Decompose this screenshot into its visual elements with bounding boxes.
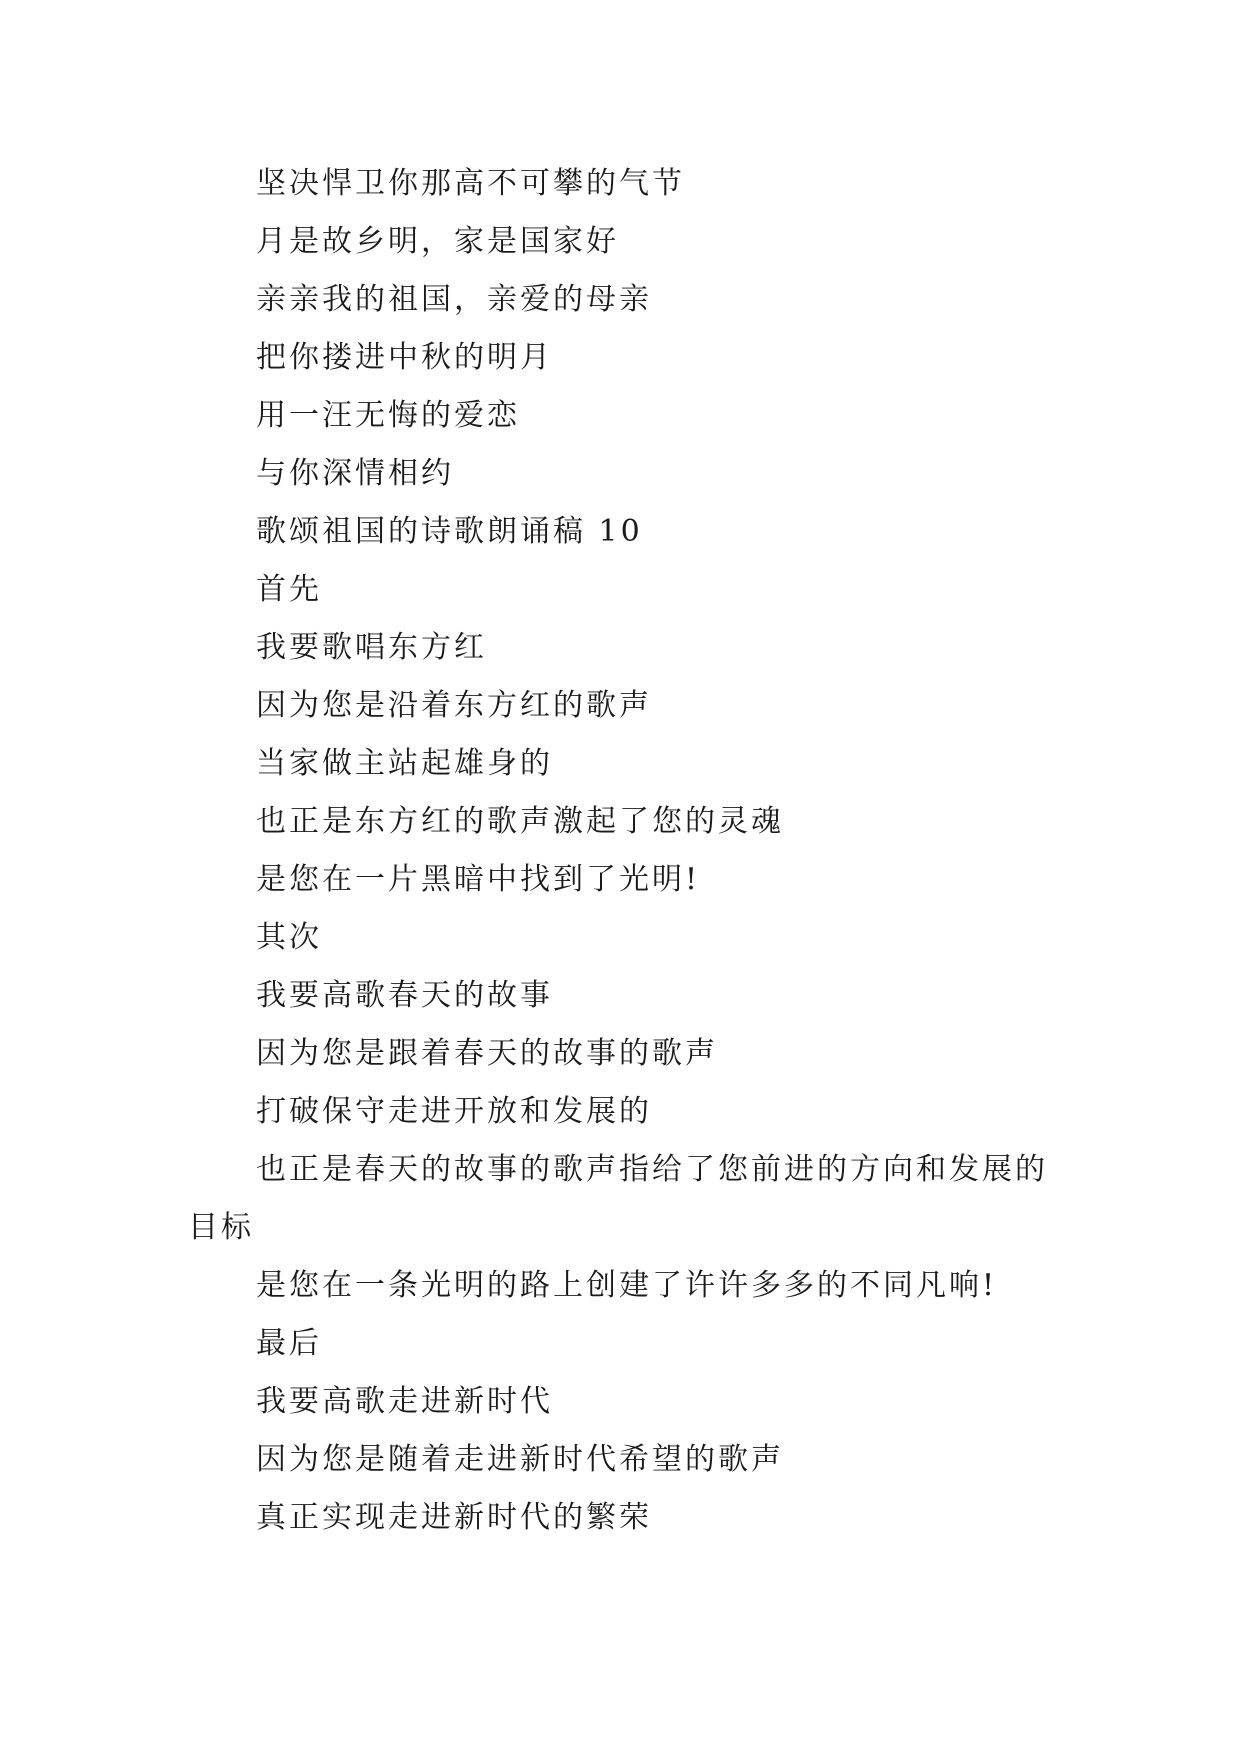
poem-line: 因为您是沿着东方红的歌声 xyxy=(256,688,652,723)
poem-line: 是您在一片黑暗中找到了光明! xyxy=(256,862,701,897)
poem-line: 其次 xyxy=(256,920,322,955)
poem-line: 是您在一条光明的路上创建了许许多多的不同凡响! xyxy=(256,1268,998,1303)
poem-line: 我要高歌走进新时代 xyxy=(256,1384,553,1419)
poem-body xyxy=(188,155,1068,1547)
poem-line: 把你搂进中秋的明月 xyxy=(256,340,553,375)
poem-line: 坚决悍卫你那高不可攀的气节 xyxy=(256,166,685,201)
poem-line: 因为您是随着走进新时代希望的歌声 xyxy=(256,1442,784,1477)
poem-line-wrapped: 也正是春天的故事的歌声指给了您前进的方向和发展的目标 xyxy=(188,1152,1048,1245)
poem-line: 真正实现走进新时代的繁荣 xyxy=(256,1500,652,1535)
poem-line: 因为您是跟着春天的故事的歌声 xyxy=(256,1036,718,1071)
poem-line: 与你深情相约 xyxy=(256,456,454,491)
poem-line: 我要歌唱东方红 xyxy=(256,630,487,665)
poem-line: 也正是东方红的歌声激起了您的灵魂 xyxy=(256,804,784,839)
poem-line: 最后 xyxy=(256,1326,322,1361)
poem-line: 首先 xyxy=(256,572,322,607)
poem-line: 打破保守走进开放和发展的 xyxy=(256,1094,652,1129)
section-heading: 歌颂祖国的诗歌朗诵稿 10 xyxy=(256,514,643,549)
poem-line: 用一汪无悔的爱恋 xyxy=(256,398,520,433)
poem-line: 我要高歌春天的故事 xyxy=(256,978,553,1013)
poem-line: 亲亲我的祖国，亲爱的母亲 xyxy=(256,282,652,317)
poem-line: 月是故乡明，家是国家好 xyxy=(256,224,619,259)
poem-line: 当家做主站起雄身的 xyxy=(256,746,553,781)
